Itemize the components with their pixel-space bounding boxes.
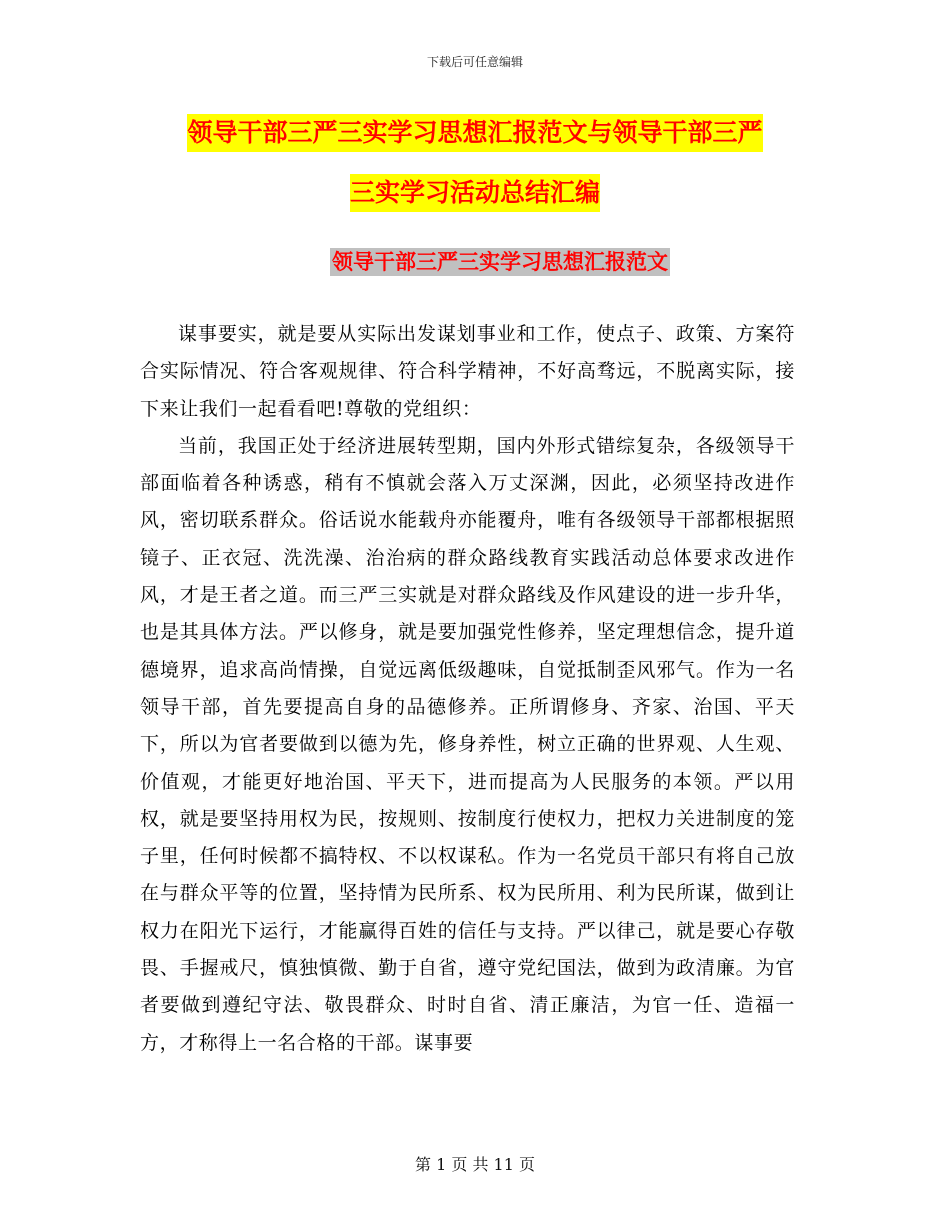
document-title — [0, 108, 950, 228]
section-heading — [0, 245, 950, 279]
body-text — [140, 316, 795, 1062]
body-paragraph: 当前，我国正处于经济进展转型期，国内外形式错综复杂，各级领导干部面临着各种诱惑，稍有不慎就会落入万丈深渊，因此，必须坚持改进作风，密切联系群众。俗话说水能载舟亦能覆舟，唯有各级领导干部都根据照镜子、正衣冠、洗洗澡、治治病的群众路线教育实践活动总体要求改进作风，才是王者之道。而三严三实就是对群众路线及作风建设的进一步升华，也是其具体方法。严以修身，就是要加强党性修养，坚定理想信念，提升道德境界，追求高尚情操，自觉远离低级趣味，自觉抵制歪风邪气。作为一名领导干部，首先要提高自身的品德修养。正所谓修身、齐家、治国、平天下，所以为官者要做到以德为先，修身养性，树立正确的世界观、人生观、价值观，才能更好地治国、平天下，进而提高为人民服务的本领。严以用权，就是要坚持用权为民，按规则、按制度行使权力，把权力关进制度的笼子里，任何时候都不搞特权、不以权谋私。作为一名党员干部只有将自己放在与群众平等的位置，坚持情为民所系、权为民所用、利为民所谋，做到让权力在阳光下运行，才能赢得百姓的信任与支持。严以律己，就是要心存敬畏、手握戒尺，慎独慎微、勤于自省，遵守党纪国法，做到为政清廉。为官者要做到遵纪守法、敬畏群众、时时自省、清正廉洁，为官一任、造福一方，才称得上一名合格的干部。谋事要 — [140, 434, 795, 1054]
section-heading-text: 领导干部三严三实学习思想汇报范文 — [332, 250, 668, 274]
document-title-line-2: 三实学习活动总结汇编 — [350, 174, 600, 212]
page-header: 下载后可任意编辑 — [426, 55, 523, 69]
document-title-line-1: 领导干部三严三实学习思想汇报范文与领导干部三严 — [187, 114, 762, 152]
page-number-footer: 第 1 页 共 11 页 — [415, 1155, 535, 1174]
body-paragraph: 谋事要实，就是要从实际出发谋划事业和工作，使点子、政策、方案符合实际情况、符合客观规律、符合科学精神，不好高骛远，不脱离实际，接下来让我们一起看看吧!尊敬的党组织： — [140, 323, 795, 420]
